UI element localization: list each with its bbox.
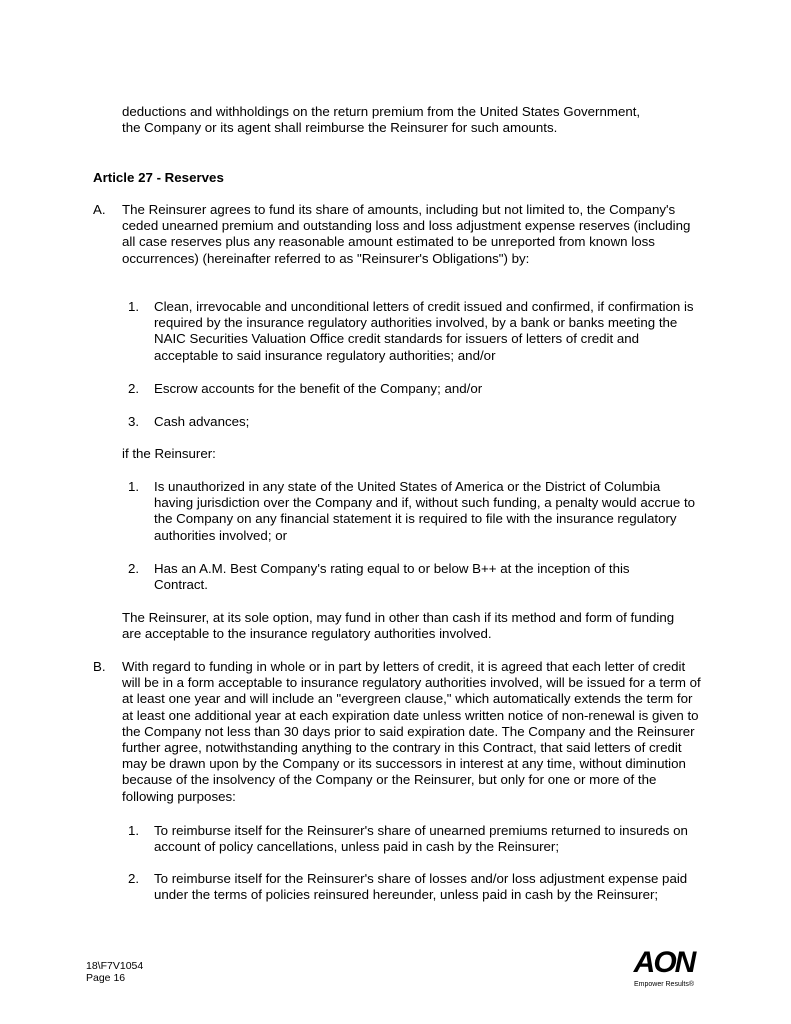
condition-item-text: Is unauthorized in any state of the United States of America or the District of Columbia having jurisdiction over the Company and if, without such funding, a penalty would accrue to the Company on any financial statement it is required to file with the insurance regulatory authorities involved; or bbox=[154, 479, 696, 543]
logo-wordmark: AON bbox=[633, 946, 695, 979]
footer-doc-id: 18\F7V1054 bbox=[86, 960, 144, 972]
list-item-text: To reimburse itself for the Reinsurer's share of losses and/or loss adjustment expense paid under the terms of policies reinsured hereunder, unless paid in cash by the Reinsurer; bbox=[154, 871, 688, 903]
article-heading: Article 27 - Reserves bbox=[93, 170, 224, 185]
aon-logo bbox=[624, 940, 704, 990]
condition-item-number: 2. bbox=[128, 561, 140, 576]
section-b-marker: B. bbox=[93, 659, 106, 674]
list-item-number: 3. bbox=[128, 414, 140, 429]
section-a-marker: A. bbox=[93, 202, 106, 217]
footer-page-number: Page 16 bbox=[86, 972, 126, 984]
list-item-text: Cash advances; bbox=[154, 414, 250, 429]
section-b-paragraph: With regard to funding in whole or in part by letters of credit, it is agreed that each letter of credit will be in a form acceptable to insurance regulatory authorities involved, will be issued for a term of at least one year and will include an "evergreen clause," which automatically extends the term for at least one additional year at each expiration date unless written notice of non-renewal is given to the Company not less than 30 days prior to said expiration date. The Company and the Reinsurer further agree, notwithstanding anything to the contrary in this Contract, that said letters of credit may be drawn upon by the Company or its successors in interest at any time, without diminution because of the insolvency of the Company or the Reinsurer, but only for one or more of the following purposes: bbox=[122, 659, 701, 804]
intro-line-2: the Company or its agent shall reimburse the Reinsurer for such amounts. bbox=[122, 120, 558, 136]
section-a-paragraph: The Reinsurer agrees to fund its share of amounts, including but not limited to, the Company's ceded unearned premium and outstanding loss and loss adjustment expense reserves (including all case reserves plus any reasonable amount estimated to be unreported from known loss occurrences) (hereinafter referred to as "Reinsurer's Obligations") by: bbox=[122, 202, 691, 266]
list-item-number: 2. bbox=[128, 381, 140, 396]
list-item-number: 2. bbox=[128, 871, 140, 886]
logo-tagline: Empower Results® bbox=[633, 981, 695, 988]
section-a-closing: The Reinsurer, at its sole option, may fund in other than cash if its method and form of funding are acceptable to the insurance regulatory authorities involved. bbox=[122, 610, 675, 642]
condition-item-text: Has an A.M. Best Company's rating equal to or below B++ at the inception of this Contract. bbox=[154, 561, 630, 593]
intro-paragraph bbox=[122, 104, 702, 136]
condition-intro: if the Reinsurer: bbox=[122, 446, 216, 461]
list-item-text: Escrow accounts for the benefit of the Company; and/or bbox=[154, 381, 483, 396]
condition-item-number: 1. bbox=[128, 479, 140, 494]
list-item-text: To reimburse itself for the Reinsurer's share of unearned premiums returned to insureds on account of policy cancellations, unless paid in cash by the Reinsurer; bbox=[154, 823, 688, 855]
list-item-text: Clean, irrevocable and unconditional letters of credit issued and confirmed, if confirmation is required by the insurance regulatory authorities involved, by a bank or banks meeting the NAIC Securities Valuation Office credit standards for issuers of letters of credit and acceptable to said insurance regulatory authorities; and/or bbox=[154, 299, 694, 363]
list-item-number: 1. bbox=[128, 299, 140, 314]
intro-line-1: deductions and withholdings on the return premium from the United States Government, bbox=[122, 104, 641, 119]
list-item-number: 1. bbox=[128, 823, 140, 838]
